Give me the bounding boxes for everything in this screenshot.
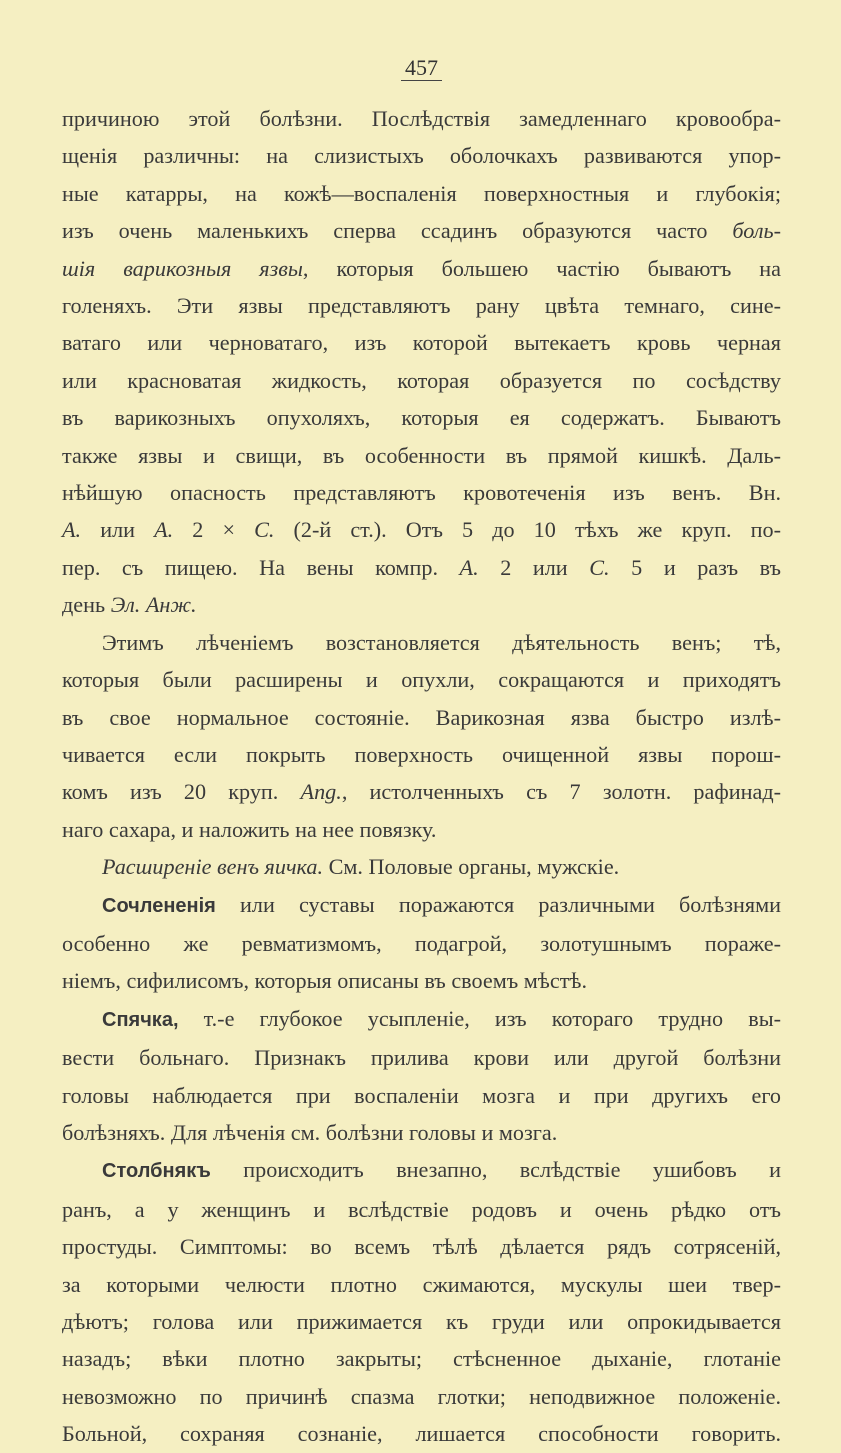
text-line [62, 1303, 781, 1340]
text-run: голеняхъ. Эти язвы представляютъ рану цвѣта темнаго, сине- [62, 293, 781, 319]
text-run: 2 или [478, 554, 590, 580]
text-line [62, 661, 781, 698]
text-run: (2-й ст.). Отъ 5 до 10 тѣхъ же круп. по- [274, 517, 781, 543]
text-run: простуды. Симптомы: во всемъ тѣлѣ дѣлается рядъ сотрясеній, [62, 1234, 781, 1260]
text-run: пер. съ пищею. На вены компр. [62, 554, 460, 580]
italic-text: А. [62, 517, 82, 543]
text-run: день [62, 592, 111, 618]
text-run: также язвы и свищи, въ особенности въ прямой кишкѣ. Даль- [62, 442, 781, 468]
text-line [62, 287, 781, 324]
text-line [62, 549, 781, 586]
text-line [62, 962, 781, 999]
text-line [62, 511, 781, 548]
text-line [62, 1415, 781, 1452]
text-run: невозможно по причинѣ спазма глотки; неподвижное положеніе. [62, 1383, 781, 1409]
italic-text: А. [459, 554, 479, 580]
text-line [62, 1077, 781, 1114]
text-run: или [81, 517, 155, 543]
text-run: болѣзняхъ. Для лѣченія см. болѣзни головы и мозга. [62, 1119, 558, 1145]
text-line [62, 362, 781, 399]
italic-text: шія варикозныя язвы [62, 255, 303, 281]
text-line [62, 699, 781, 736]
italic-text: Эл. Анж. [110, 592, 197, 618]
italic-text: С. [254, 517, 275, 543]
text-line [62, 624, 781, 661]
text-run: нѣйшую опасность представляютъ кровотеченія изъ венъ. Вн. [62, 480, 781, 506]
italic-text: Расширеніе венъ яичка. [102, 854, 324, 880]
text-run: чивается если покрыть поверхность очищенной язвы порош- [62, 741, 781, 767]
text-line [62, 1340, 781, 1377]
text-line [62, 773, 781, 810]
entry-heading: Спячка, [102, 1008, 179, 1031]
text-run: 5 и разъ въ [609, 554, 781, 580]
text-line [62, 399, 781, 436]
text-line [62, 324, 781, 361]
text-run: или красноватая жидкость, которая образуется по сосѣдству [62, 367, 781, 393]
text-run: Больной, сохраняя сознаніе, лишается способности говорить. [62, 1421, 781, 1447]
text-line [62, 586, 781, 623]
text-run: изъ очень маленькихъ сперва ссадинъ образуются часто [62, 218, 733, 244]
text-line [62, 474, 781, 511]
text-run: ранъ, а у женщинъ и вслѣдствіе родовъ и очень рѣдко отъ [62, 1196, 781, 1222]
text-run: См. Половые органы, мужскіе. [323, 854, 620, 880]
page-number [62, 56, 781, 80]
text-line [62, 1228, 781, 1265]
text-run: происходитъ внезапно, вслѣдствіе ушибовъ и [210, 1157, 781, 1183]
text-run: 2 × [173, 517, 255, 543]
text-run: , истолченныхъ съ 7 золотн. рафинад- [341, 779, 781, 805]
italic-text: С. [589, 554, 610, 580]
text-run: которыя были расширены и опухли, сокращаются и приходятъ [62, 667, 781, 693]
text-line [62, 1000, 781, 1039]
page-number-text: 457 [401, 55, 442, 81]
text-run: комъ изъ 20 круп. [62, 779, 301, 805]
text-line [62, 212, 781, 249]
text-line [62, 1378, 781, 1415]
text-run: , которыя большею частію бываютъ на [302, 255, 782, 281]
text-run: вести больнаго. Признакъ прилива крови или другой болѣзни [62, 1045, 781, 1071]
text-line [62, 1266, 781, 1303]
text-line [62, 1039, 781, 1076]
italic-text: боль- [732, 218, 781, 244]
text-line [62, 250, 781, 287]
text-run: т.-е глубокое усыпленіе, изъ котораго трудно вы- [178, 1005, 781, 1031]
text-run: особенно же ревматизмомъ, подагрой, золотушнымъ пораже- [62, 930, 781, 956]
text-run: дѣютъ; голова или прижимается къ груди или опрокидывается [62, 1309, 781, 1334]
text-line [62, 1191, 781, 1228]
text-run: ватаго или черноватаго, изъ которой вытекаетъ кровь черная [62, 330, 781, 356]
text-run: головы наблюдается при воспаленіи мозга и при другихъ его [62, 1082, 781, 1108]
text-run: Этимъ лѣченіемъ возстановляется дѣятельность венъ; тѣ, [102, 629, 781, 655]
text-line [62, 437, 781, 474]
text-line [62, 811, 781, 848]
italic-text: Ang. [300, 779, 342, 805]
italic-text: А. [154, 517, 174, 543]
text-line [62, 137, 781, 174]
text-line [62, 175, 781, 212]
text-line [62, 100, 781, 137]
text-run: щенія различны: на слизистыхъ оболочкахъ развиваются упор- [62, 143, 781, 169]
text-run: причиною этой болѣзни. Послѣдствія замедленнаго кровообра- [62, 106, 781, 131]
text-run: ные катарры, на кожѣ—воспаленія поверхностныя и глубокія; [62, 180, 781, 206]
text-line [62, 848, 781, 885]
text-line [62, 925, 781, 962]
text-line [62, 886, 781, 925]
text-run: за которыми челюсти плотно сжимаются, мускулы шеи твер- [62, 1271, 781, 1297]
text-line [62, 1114, 781, 1151]
text-run: назадъ; вѣки плотно закрыты; стѣсненное дыханіе, глотаніе [62, 1346, 781, 1372]
entry-heading: Столбнякъ [102, 1160, 211, 1183]
entry-heading: Сочлененія [102, 894, 216, 917]
text-run: въ варикозныхъ опухоляхъ, которыя ея содержатъ. Бываютъ [62, 405, 781, 431]
text-line [62, 736, 781, 773]
text-run: наго сахара, и наложить на нее повязку. [62, 816, 437, 842]
text-run: ніемъ, сифилисомъ, которыя описаны въ своемъ мѣстѣ. [62, 968, 587, 994]
body-text [62, 100, 781, 1453]
text-line [62, 1151, 781, 1190]
text-run: въ свое нормальное состояніе. Варикозная язва быстро излѣ- [62, 704, 781, 730]
text-run: или суставы поражаются различными болѣзнями [215, 891, 781, 917]
